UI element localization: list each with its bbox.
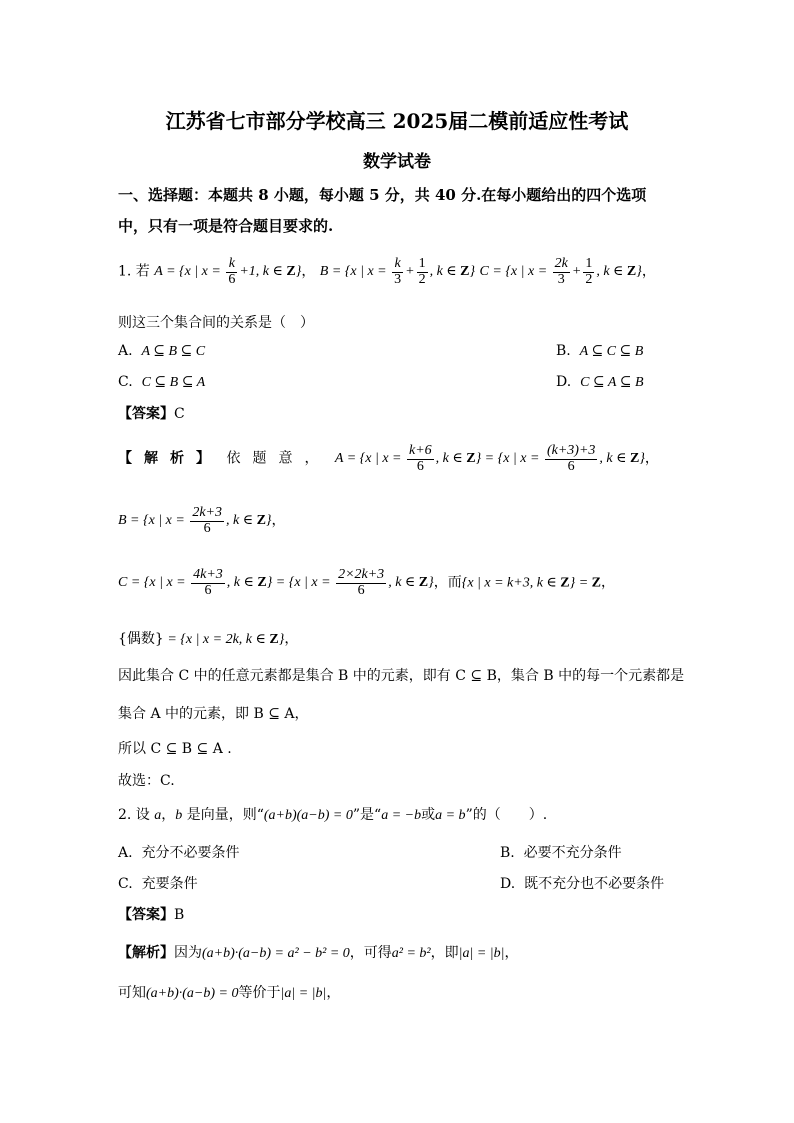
q1-option-b xyxy=(556,343,643,360)
q1-set-c: C = {x | x = $\frac{2k}{3}$ + $\frac{1}{2}$ , k ∈ Z} xyxy=(479,256,642,287)
q1-analysis-text1: 因此集合 C 中的任意元素都是集合 B 中的元素，即有 C ⊆ B，集合 B 中的每一个元素都是 xyxy=(118,668,685,684)
q2-option-a-label: A. xyxy=(118,845,133,861)
q1-option-a-text: A ⊆ B ⊆ C xyxy=(141,344,206,359)
q1-stem: 1. 若 A = {x | x = $\frac{k}{6}$ +1, k ∈ Z}， B = {x | x = $\frac{k}{3}$ + $\frac{1}{2}$ , k ∈ Z} C = {x | x = $\frac{2k}{3}$ + $\frac{1}{2}$ , k ∈ Z}， xyxy=(118,256,656,287)
q2-option-c-label: C. xyxy=(118,876,133,892)
q1-answer-label: 【答案】 xyxy=(118,406,174,422)
page-subtitle: 数学试卷 xyxy=(363,152,431,172)
q1-set-b: B = {x | x = $\frac{k}{3}$ + $\frac{1}{2}$ , k ∈ Z} xyxy=(319,256,476,287)
section-heading-line2: 中，只有一项是符合题目要求的. xyxy=(118,217,334,235)
q1-analysis-intro: 依题意， xyxy=(226,450,331,467)
q2-option-d-text: 既不充分也不必要条件 xyxy=(524,876,665,892)
q1-analysis-text2: 集合 A 中的元素，即 B ⊆ A， xyxy=(118,706,309,722)
q2-option-b xyxy=(500,842,622,862)
q2-because: 因为 xyxy=(174,945,202,961)
q1-analysis-set-b: B = {x | x = $\frac{2k+3}{6}$ , k ∈ Z} xyxy=(118,505,272,536)
q2-can-know: 可知 xyxy=(118,985,146,1001)
q2-can-get: ，可得 xyxy=(349,945,392,961)
q2-answer xyxy=(118,904,184,924)
q2-analysis-line2: 可知(a+b)·(a−b) = 0等价于|a| = |b|， xyxy=(118,985,341,1001)
q1-analysis-line1: 【解析】 依题意， A = {x | x = $\frac{k+6}{6}$ , k ∈ Z} = {x | x = $\frac{(k+3)+3}{6}$ , k ∈ Z}， xyxy=(118,443,659,474)
q1-analysis-set-a: A = {x | x = $\frac{k+6}{6}$ , k ∈ Z} = {x | x = $\frac{(k+3)+3}{6}$ , k ∈ Z} xyxy=(334,443,645,474)
q2-option-a-text: 充分不必要条件 xyxy=(141,845,240,861)
q1-analysis-line2: B = {x | x = $\frac{2k+3}{6}$ , k ∈ Z}， xyxy=(118,505,286,536)
q1-analysis-text3: 所以 C ⊆ B ⊆ A . xyxy=(118,741,232,757)
page-title: 江苏省七市部分学校高三 2025届二模前适应性考试 xyxy=(165,109,629,133)
q1-analysis-line3: C = {x | x = $\frac{4k+3}{6}$ , k ∈ Z} = {x | x = $\frac{2\times 2k+3}{6}$ , k ∈ Z}，而{x | x = k+3, k ∈ Z} = Z， xyxy=(118,567,616,598)
q2-option-a xyxy=(118,842,239,862)
q2-stem: 2. 设 a，b 是向量，则“(a+b)(a−b) = 0”是“a = −b或a = b”的（ ）. xyxy=(118,807,548,823)
q1-option-d-text: C ⊆ A ⊆ B xyxy=(580,375,644,390)
section-heading-line1: 一、选择题：本题共 8 小题，每小题 5 分，共 40 分.在每小题给出的四个选项 xyxy=(118,186,647,204)
q1-option-a-label: A. xyxy=(118,343,133,359)
q1-option-c-text: C ⊆ B ⊆ A xyxy=(141,375,206,390)
q2-equiv: 等价于 xyxy=(238,985,281,1001)
q1-option-c xyxy=(118,374,205,391)
q1-option-d-label: D. xyxy=(556,374,572,390)
q2-analysis-line1: 【解析】因为(a+b)·(a−b) = a² − b² = 0，可得a² = b²，即|a| = |b|， xyxy=(118,945,519,961)
q1-analysis-line4: {偶数} = {x | x = 2k, k ∈ Z}， xyxy=(118,631,299,647)
q2-number: 2. 设 xyxy=(118,807,150,823)
q1-option-a xyxy=(118,343,205,360)
q1-answer xyxy=(118,403,185,423)
q2-namely: ，即 xyxy=(430,945,459,961)
q2-option-d xyxy=(500,873,664,893)
q2-option-b-text: 必要不充分条件 xyxy=(523,845,622,861)
q1-option-b-text: A ⊆ C ⊆ B xyxy=(579,344,644,359)
q1-question-tail: 则这三个集合间的关系是（ ） xyxy=(118,315,314,331)
q2-option-c xyxy=(118,873,198,893)
q2-option-d-label: D. xyxy=(500,876,516,892)
q2-analysis-label: 【解析】 xyxy=(118,945,174,961)
q1-option-d xyxy=(556,374,644,391)
q1-answer-value: C xyxy=(174,406,185,422)
q1-analysis-text4: 故选：C. xyxy=(118,773,175,789)
q1-option-b-label: B. xyxy=(556,343,571,359)
q2-option-b-label: B. xyxy=(500,845,515,861)
q2-answer-label: 【答案】 xyxy=(118,907,174,923)
q1-option-c-label: C. xyxy=(118,374,133,390)
q2-option-c-text: 充要条件 xyxy=(141,876,198,892)
q1-number: 1. 若 xyxy=(118,263,150,280)
q1-analysis-set-c: C = {x | x = $\frac{4k+3}{6}$ , k ∈ Z} = {x | x = $\frac{2\times 2k+3}{6}$ , k ∈ Z} xyxy=(118,567,434,598)
q1-set-a: A = {x | x = $\frac{k}{6}$ +1, k ∈ Z} xyxy=(154,256,302,287)
q2-answer-value: B xyxy=(174,907,185,923)
q1-even-label: {偶数} xyxy=(118,631,164,647)
q1-analysis-label: 【解析】 xyxy=(118,450,222,467)
